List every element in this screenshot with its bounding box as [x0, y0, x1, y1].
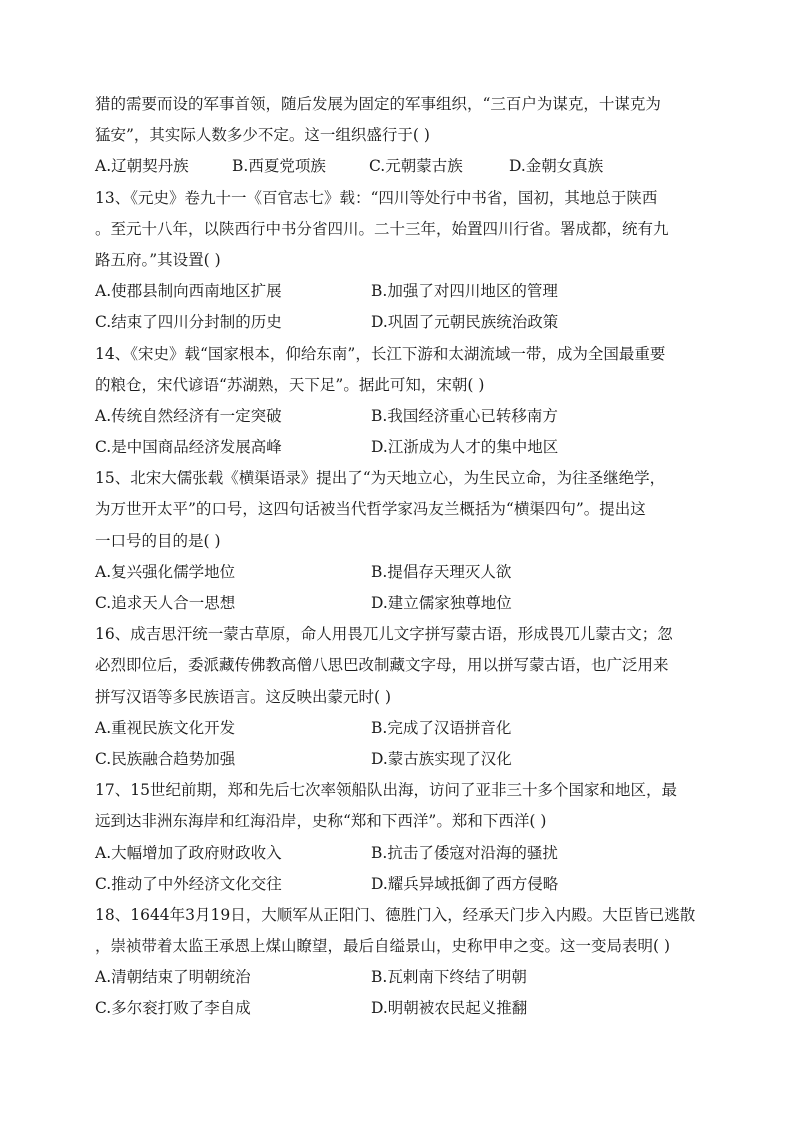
question-text-line: 的粮仓，宋代谚语“苏湖熟，天下足”。据此可知，宋朝( ): [95, 375, 485, 394]
question-text-line: 16、成吉思汗统一蒙古草原，命人用畏兀儿文字拼写蒙古语，形成畏兀儿蒙古文；忽: [95, 625, 673, 644]
question-text-line: 猎的需要而设的军事首领，随后发展为固定的军事组织，“三百户为谋克，十谋克为: [95, 95, 661, 113]
question-14: [95, 339, 701, 464]
question-text-line: 17、15世纪前期，郑和先后七次率领船队出海，访问了亚非三十多个国家和地区，最: [95, 781, 677, 800]
option-b: B.完成了汉语拼音化: [371, 718, 512, 737]
option-c: C.结束了四川分封制的历史: [95, 313, 282, 332]
option-d: D.巩固了元朝民族统治政策: [371, 313, 559, 332]
exam-page: [95, 89, 701, 1025]
question-text-line: 15、北宋大儒张载《横渠语录》提出了“为天地立心，为生民立命，为往圣继绝学，: [95, 469, 666, 488]
question-16: [95, 619, 701, 775]
option-d: D.明朝被农民起义推翻: [371, 999, 528, 1018]
answer-options: [95, 557, 701, 588]
question-text-line: 远到达非洲东海岸和红海沿岸，史称“郑和下西洋”。郑和下西洋( ): [95, 812, 547, 831]
option-c: C.民族融合趋势加强: [95, 749, 236, 768]
option-a: A.重视民族文化开发: [95, 718, 236, 737]
question-13: [95, 183, 701, 339]
answer-options: [95, 744, 701, 775]
question-text-line: 14、《宋史》载“国家根本，仰给东南”，长江下游和太湖流域一带，成为全国最重要: [95, 344, 666, 363]
option-c: C.多尔衮打败了李自成: [95, 999, 251, 1018]
option-d: D.金朝女真族: [509, 157, 604, 176]
answer-options: [95, 869, 701, 900]
option-a: A.使郡县制向西南地区扩展: [95, 282, 282, 301]
option-c: C.元朝蒙古族: [369, 157, 463, 176]
answer-options: [95, 432, 701, 463]
option-d: D.蒙古族实现了汉化: [371, 749, 512, 768]
question-text-line: 必烈即位后，委派藏传佛教高僧八思巴改制藏文字母，用以拼写蒙古语，也广泛用来: [95, 656, 669, 675]
option-d: D.耀兵异域抵御了西方侵略: [371, 874, 559, 893]
option-d: D.建立儒家独尊地位: [371, 594, 512, 612]
question-text-line: 为万世开太平”的口号，这四句话被当代哲学家冯友兰概括为“横渠四句”。提出这: [95, 500, 646, 519]
option-a: A.辽朝契丹族: [95, 157, 189, 176]
option-b: B.西夏党项族: [232, 157, 326, 176]
option-c: C.追求天人合一思想: [95, 594, 236, 612]
answer-options: [95, 838, 701, 869]
option-a: A.复兴强化儒学地位: [95, 562, 236, 581]
question-12-continued: [95, 89, 701, 183]
option-a: A.传统自然经济有一定突破: [95, 406, 282, 425]
question-text-line: 路五府。”其设置( ): [95, 250, 221, 269]
option-d: D.江浙成为人才的集中地区: [371, 438, 559, 457]
option-b: B.加强了对四川地区的管理: [371, 282, 558, 301]
answer-options: [95, 276, 701, 307]
question-15: [95, 463, 701, 619]
answer-options: [95, 307, 701, 338]
option-a: A.清朝结束了明朝统治: [95, 968, 251, 987]
option-b: B.提倡存天理灭人欲: [371, 562, 512, 581]
answer-options: [95, 993, 701, 1024]
option-a: A.大幅增加了政府财政收入: [95, 843, 282, 862]
question-text-line: 18、1644年3月19日，大顺军从正阳门、德胜门入，经承天门步入内殿。大臣皆已逃散: [95, 905, 696, 924]
question-text-line: 拼写汉语等多民族语言。这反映出蒙元时( ): [95, 687, 392, 706]
question-18: [95, 900, 701, 1025]
option-c: C.是中国商品经济发展高峰: [95, 438, 282, 457]
question-text-line: ，崇祯带着太监王承恩上煤山瞭望，最后自缢景山，史称甲申之变。这一变局表明( ): [95, 937, 671, 956]
question-text-line: 一口号的目的是( ): [95, 531, 221, 550]
question-text-line: 。至元十八年，以陕西行中书分省四川。二十三年，始置四川行省。署成都，统有九: [95, 219, 669, 238]
option-b: B.抗击了倭寇对沿海的骚扰: [371, 843, 558, 862]
question-text-line: 猛安”，其实际人数多少不定。这一组织盛行于( ): [95, 126, 430, 145]
question-17: [95, 775, 701, 900]
answer-options: [95, 713, 701, 744]
option-c: C.推动了中外经济文化交往: [95, 874, 282, 893]
question-text-line: 13、《元史》卷九十一《百官志七》载：“四川等处行中书省，国初，其地总于陕西: [95, 188, 658, 207]
answer-options: [95, 151, 701, 182]
answer-options: [95, 588, 701, 619]
option-b: B.我国经济重心已转移南方: [371, 406, 558, 425]
answer-options: [95, 962, 701, 993]
option-b: B.瓦剌南下终结了明朝: [371, 968, 527, 987]
answer-options: [95, 401, 701, 432]
